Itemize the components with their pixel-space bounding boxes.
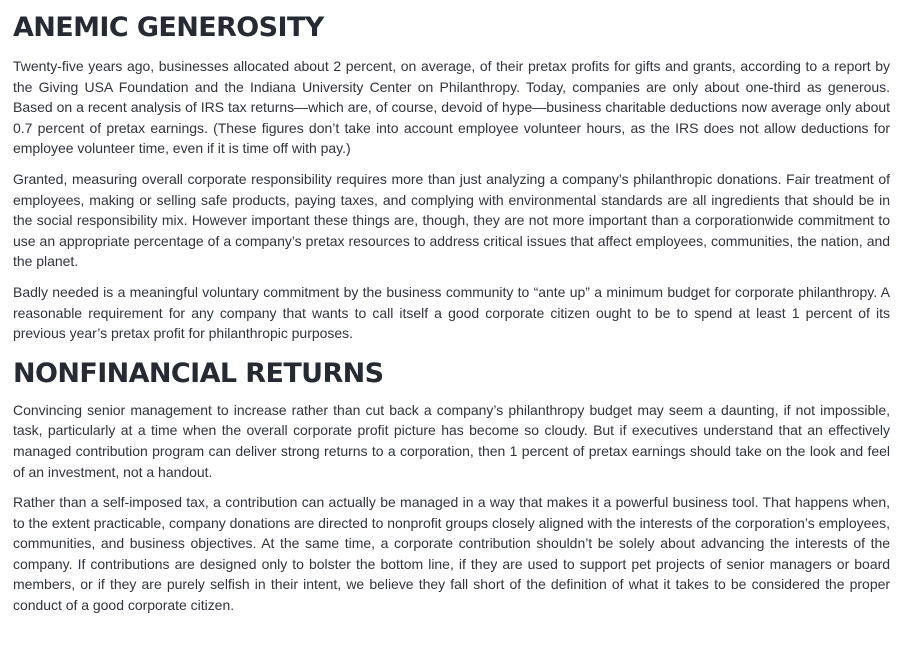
body-paragraph: Granted, measuring overall corporate responsibility requires more than just analyzing a company’s philanthropic donations. Fair treatment of employees, making or selling safe products, paying taxes, and complying with environmental standards are all ingredients that should be in the social responsibility mix. However important these things are, though, they are not more important than a corporationwide commitment to use an appropriate percentage of a company’s pretax resources to address critical issues that affect employees, communities, the nation, and the planet.: [13, 170, 890, 270]
body-paragraph: Convincing senior management to increase rather than cut back a company’s philanthropy budget may seem a daunting, if not impossible, task, particularly at a time when the overall corporate profit picture has become so cloudy. But if executives understand that an effectively managed contribution program can deliver strong returns to a corporation, then 1 percent of pretax earnings should take on the look and feel of an investment, not a handout.: [13, 401, 890, 480]
section-heading: ANEMIC GENEROSITY: [13, 12, 324, 43]
body-paragraph: Rather than a self-imposed tax, a contribution can actually be managed in a way that makes it a powerful business tool. That happens when, to the extent practicable, company donations are directed to nonprofit groups closely aligned with the interests of the corporation’s employees, communities, and business objectives. At the same time, a corporate contribution shouldn’t be solely about advancing the interests of the company. If contributions are designed only to bolster the bottom line, if they are used to support pet projects of senior managers or board members, or if they are purely selfish in their intent, we believe they fall short of the definition of what it takes to be considered the proper conduct of a good corporate citizen.: [13, 494, 890, 614]
section-nonfinancial-returns: [13, 356, 890, 616]
section-heading: NONFINANCIAL RETURNS: [13, 357, 384, 389]
section-anemic-generosity: [13, 10, 890, 344]
body-paragraph: Badly needed is a meaningful voluntary commitment by the business community to “ante up” a minimum budget for corporate philanthropy. A reasonable requirement for any company that wants to call itself a good corporate citizen ought to be to spend at least 1 percent of its previous year’s pretax profit for philanthropic purposes.: [13, 283, 890, 342]
body-paragraph: Twenty-five years ago, businesses allocated about 2 percent, on average, of their pretax profits for gifts and grants, according to a report by the Giving USA Foundation and the Indiana University Center on Philanthropy. Today, companies are only about one-third as generous. Based on a recent analysis of IRS tax returns—which are, of course, devoid of hype—business charitable deductions now average only about 0.7 percent of pretax earnings. (These figures don’t take into account employee volunteer hours, as the IRS does not allow deductions for employee volunteer time, even if it is time off with pay.): [13, 58, 890, 157]
